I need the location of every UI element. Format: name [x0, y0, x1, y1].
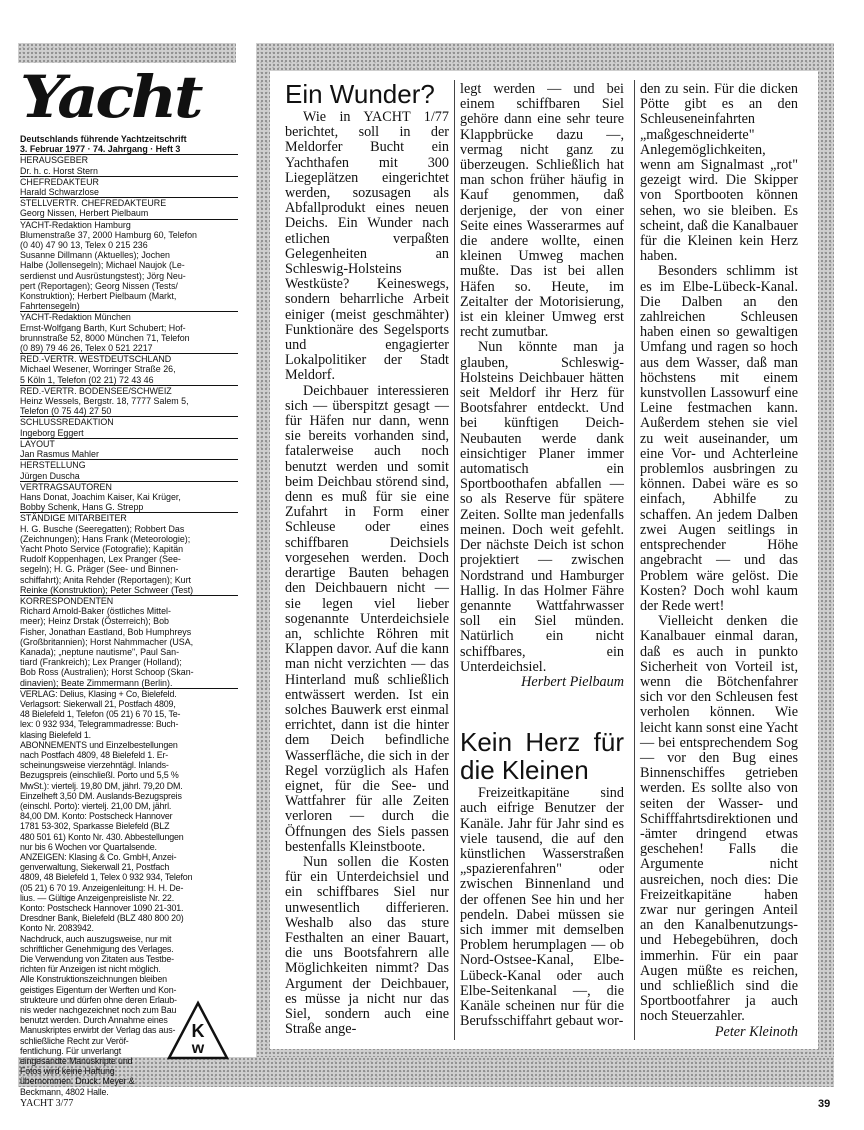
column-rule [454, 80, 455, 1040]
publisher-line: Alle Konstruktionszeichnungen bleiben [20, 974, 167, 985]
publisher-line: 48 Bielefeld 1, Telefon (05 21) 6 70 15, Te- [20, 709, 181, 720]
publisher-line: Fotos wird keine Haftung [20, 1066, 115, 1077]
section-text: tiard (Frankreich); Lex Pranger (Holland); [20, 657, 182, 668]
section-text: Ernst-Wolfgang Barth, Kurt Schubert; Hof- [20, 322, 186, 333]
publisher-line: Beckmann, 4802 Halle. [20, 1086, 109, 1097]
section-text: Hans Donat, Joachim Kaiser, Kai Krüger, [20, 491, 181, 502]
publisher-line: schriftlicher Genehmigung des Verlages. [20, 943, 174, 954]
section-text: serdienst und Ausrüstungstest); Jörg Neu- [20, 270, 186, 281]
publisher-line: scheinungsweise vierzehntägl. Inlands- [20, 760, 169, 771]
section-text: (0 40) 47 90 13, Telex 0 215 236 [20, 240, 148, 251]
paragraph: Nun könnte man ja glauben, Schleswig-Holsteins Deichbauer hätten seit Meldorf ihr Herz für Bootsfahrer entdeckt. Und bei künftigen Deich-Neubauten werde dank einsichtiger Planer immer automatisch ein Sportboothafen abfallen — so als Reserve für spätere Zeiten. Sollte man jedenfalls meinen. Doch weit gefehlt. Der nächste Deich ist schon projektiert — zwischen Nordstrand und Hamburger Hallig. In das Holmer Fähre genannte Wattfahrwasser soll ein Siel münden. Natürlich ein nicht schiffbares, ein Unterdeichsiel. [460, 339, 624, 675]
section-text: Michael Wesener, Worringer Straße 26, [20, 364, 176, 375]
imprint-section [20, 512, 238, 595]
publisher-line: VERLAG: Delius, Klasing + Co, Bielefeld. [20, 688, 177, 699]
article-2-title: Kein Herz für die Kleinen [460, 727, 624, 786]
imprint-section [20, 481, 238, 513]
imprint [20, 134, 238, 1097]
masthead-tagline: Deutschlands führende Yachtzeitschrift [20, 134, 187, 144]
article-1-title: Ein Wunder? [285, 79, 435, 109]
publisher-line: richten für Anzeigen ist nicht möglich. [20, 964, 161, 975]
section-text: Kanada); „neptune nautisme", Paul San- [20, 646, 180, 657]
section-text: (Großbritannien); Horst Nahmmacher (USA, [20, 636, 194, 647]
publisher-line: schließliche Recht zur Veröf- [20, 1035, 129, 1046]
publisher-line: strukteure und dürfen ohne deren Erlaub- [20, 994, 177, 1005]
section-text: Harald Schwarzlose [20, 187, 99, 198]
paragraph: den zu sein. Für die dicken Pötte gibt es an den Schleuseneinfahrten „maßgeschneiderte" Anlegemöglichkeiten, wenn am Signalmast „rot" gezeigt wird. Die Skipper von Sportbooten können sehen, wo sie bleiben. Es scheint, daß die Kanalbauer für die Kleinen kein Herz haben. [640, 81, 798, 265]
publisher-line: benutzt werden. Durch Annahme eines [20, 1015, 168, 1026]
imprint-section [20, 353, 238, 385]
section-text: H. G. Busche (Seeregatten); Robbert Das [20, 523, 185, 534]
section-text: dinavien); Beate Zimmermann (Berlin). [20, 677, 173, 688]
masthead-pattern-strip [18, 43, 236, 63]
section-label: RED.-VERTR. BODENSEE/SCHWEIZ [20, 385, 172, 396]
imprint-section [20, 311, 238, 353]
section-text: segeln); H. G. Präger (See- und Binnen- [20, 564, 179, 575]
publisher-line: (einschl. Porto): viertelj. 21,00 DM, jährl. [20, 801, 172, 811]
publisher-triangle-logo [166, 1000, 230, 1064]
paragraph: Vielleicht denken die Kanalbauer einmal daran, daß es auch in punkto Sicherheit von Vorteil ist, wenn die Bötchenfahrer sich vor den Schleusen fest verholen können. Wie leicht kann sonst eine Yacht — bei entsprechendem Sog — vor den Bug eines Binnenschiffes getrieben werden. Es sollte also von seiten der Wasser- und Schifffahrtsdirektionen und -ämter dringend etwas geschehen! Falls die Argumente nicht ausreichen, noch dies: Die Freizeitkapitäne haben zwar nur geringen Anteil an den Kanalbenutzungs- und Hebegebühren, doch immerhin. Für ein paar Augen müßte es reichen, und schließlich sind die Sportbootfahrer ja auch noch Steuerzahler. [640, 613, 799, 1025]
section-text: Bob Ross (Australien); Horst Schoop (Skan- [20, 667, 194, 678]
section-text: Dr. h. c. Horst Stern [20, 165, 98, 176]
publisher-line: übernommen. Druck: Meyer & [20, 1076, 135, 1087]
section-text: schiffahrt); Anita Rehder (Reportagen); Kurt [20, 574, 192, 585]
section-text: Bobby Schenk, Hans G. Strepp [20, 502, 144, 513]
section-text: Richard Arnold-Baker (östliches Mittel- [20, 606, 171, 617]
publisher-line: geistiges Eigentum der Werften und Kon- [20, 984, 177, 995]
publisher-line: 1781 53-302, Sparkasse Bielefeld (BLZ [20, 821, 170, 832]
section-label: VERTRAGSAUTOREN [20, 481, 112, 492]
publisher-line: ANZEIGEN: Klasing & Co. GmbH, Anzei- [20, 852, 177, 863]
publisher-line: Konto Nr. 2083942. [20, 923, 94, 934]
imprint-section [20, 459, 238, 480]
section-text: Reinke (Konstruktion); Peter Schweer (Test) [20, 584, 194, 595]
section-text: Konstruktion); Herbert Pielbaum (Markt, [20, 291, 177, 302]
section-text: Telefon (0 75 44) 27 50 [20, 406, 112, 417]
section-text: (0 89) 79 46 26, Telex 0 521 2217 [20, 343, 153, 354]
imprint-section [20, 438, 238, 459]
article-1-column-1 [285, 80, 449, 1037]
imprint-section [20, 197, 238, 218]
publisher-line: Verlagsort: Siekerwall 21, Postfach 4809, [20, 698, 176, 709]
section-label: STÄNDIGE MITARBEITER [20, 513, 127, 524]
paragraph: Deichbauer interessieren sich — überspitzt gesagt — für Häfen nur dann, wenn sie bereits vorhanden sind, fatalerweise auch noch benutzt werden und somit beim Deichbau störend sind, denn es muß für sie eine Zufahrt in Form einer Schleuse oder eines schiffbaren Deichsiels vorgesehen werden. Doch derartige Bauten behagen den Deichbauern nicht — sie legen viel lieber sogenannte Unterdeichsiele an, schlichte Röhren mit Klappen davor. Auf die kann man nicht verzichten — das Hinterland muß schließlich entwässert werden. Ist ein solches Bauwerk erst einmal errichtet, dann ist die hinter dem Deich befindliche Wasserfläche, die sich in der Regel vorzüglich als Hafen eignet, für die See- und Wattfahrer für alle Zeiten verloren — durch die Öffnungen des Siels passen bestenfalls Kleinstboote. [285, 382, 449, 855]
publisher-line: (05 21) 6 70 19. Anzeigenleitung: H. H. De- [20, 882, 184, 893]
section-text: Jan Rasmus Mahler [20, 449, 99, 460]
paragraph: Wie in YACHT 1/77 berichtet, soll in der Meldorfer Bucht ein Yachthafen mit 300 Liegeplätzen eingerichtet werden, sozusagen als Abfallprodukt eines neuen Deichs. Ein Wunder nach etlichen verpaßten Gelegenheiten an Schleswig-Holsteins Westküste? Keineswegs, sondern beharrliche Arbeit einiger (meist geschmähter) Funktionäre des Segelsports und engagierter Lokalpolitiker der Stadt Meldorf. [285, 109, 449, 384]
publisher-line: 480 501 61) Konto Nr. 430. Abbestellungen [20, 831, 184, 842]
section-text: Halbe (Jollensegeln); Michael Naujok (Le- [20, 260, 185, 271]
publisher-line: 4809, 48 Bielefeld 1, Telex 0 932 934, Telefon [20, 872, 193, 883]
publisher-line: fentlichung. Für unverlangt [20, 1045, 122, 1056]
section-text: meer); Heinz Drstak (Österreich); Bob [20, 616, 169, 627]
section-text: Fahrtensegeln) [20, 301, 80, 312]
section-label: CHEFREDAKTEUR [20, 176, 99, 187]
imprint-section [20, 219, 238, 312]
publisher-line: eingesandte Manuskripte und [20, 1056, 133, 1067]
publisher-line: ABONNEMENTS und Einzelbestellungen [20, 739, 178, 750]
section-label: YACHT-Redaktion Hamburg [20, 219, 131, 230]
section-text: (Zeichnungen); Hans Frank (Meteorologie); [20, 533, 191, 544]
publisher-line: Einzelheft 3,50 DM. Auslands-Bezugspreis [20, 790, 182, 801]
paragraph: Nun sollen die Kosten für ein Unterdeichsiel und ein schiffbares Siel nur unwesentlich differieren. Weshalb also das sture Festhalten an einer Bauart, die uns Bootsfahrern alle Möglichkeiten nimmt? Das Argument der Deichbauer, es müsse ja nicht nur das Siel, sondern auch eine Straße ange- [285, 853, 449, 1038]
section-label: RED.-VERTR. WESTDEUTSCHLAND [20, 354, 172, 365]
section-text: Yacht Photo Service (Fotografie); Kapitän [20, 543, 184, 554]
imprint-section [20, 176, 238, 197]
section-label: HERSTELLUNG [20, 460, 86, 471]
svg-text:w: w [191, 1040, 205, 1057]
svg-text:K: K [191, 1021, 205, 1041]
section-label: YACHT-Redaktion München [20, 312, 131, 323]
article-column-2 [460, 82, 624, 1029]
publisher-line: MwSt.): viertelj. 19,80 DM, jährl. 79,20 DM. [20, 780, 183, 791]
imprint-section [20, 385, 238, 417]
section-text: Heinz Wessels, Bergstr. 18, 7777 Salem 5, [20, 396, 189, 407]
article-1-author: Herbert Pielbaum [521, 673, 624, 690]
section-text: Blumenstraße 37, 2000 Hamburg 60, Telefon [20, 229, 197, 240]
publisher-line: lius. — Gültige Anzeigenpreisliste Nr. 22. [20, 892, 175, 903]
publisher-line: Nachdruck, auch auszugsweise, nur mit [20, 933, 172, 944]
publisher-line: Konto: Postscheck Hannover 1090 21-301. [20, 903, 184, 914]
section-label: STELLVERTR. CHEFREDAKTEURE [20, 198, 167, 209]
issue-line: 3. Februar 1977 · 74. Jahrgang · Heft 3 [20, 144, 181, 155]
paragraph: Besonders schlimm ist es im Elbe-Lübeck-Kanal. Die Dalben an den zahlreichen Schleusen haben einen so gewaltigen Umfang und ragen so hoch aus dem Wasser, daß man höchstens mit einem kunstvollen Lassowurf eine Leine festmachen kann. Außerdem stehen sie viel zu weit auseinander, um eine Vor- und Achterleine problemlos ausbringen zu können. Dabei wäre es so einfach, Abhilfe zu schaffen. An jedem Dalben zwei Augen seitlings in entsprechender Höhe angebracht — und das Problem wäre gelöst. Die Kosten? Doch wohl kaum der Rede wert! [640, 263, 798, 614]
publisher-line: Manuskriptes erwirbt der Verlag das aus- [20, 1025, 176, 1036]
publisher-line: Die Verwendung von Zitaten aus Testbe- [20, 954, 174, 965]
publisher-line: nur bis 6 Wochen vor Quartalsende. [20, 841, 157, 852]
publisher-line: lex: 0 932 934, Telegrammadresse: Buch- [20, 719, 179, 730]
section-text: Rudolf Koppenhagen, Lex Pranger (See- [20, 554, 181, 565]
imprint-section [20, 416, 238, 437]
publisher-line: Bezugspreis (einschließl. Porto und 5,5 % [20, 770, 179, 781]
section-label: HERAUSGEBER [20, 155, 89, 166]
section-text: pert (Reportagen); Georg Nissen (Tests/ [20, 280, 178, 291]
publisher-line: klasing Bielefeld 1. [20, 729, 92, 740]
page-number: 39 [818, 1098, 831, 1110]
section-label: SCHLUSSREDAKTION [20, 417, 114, 428]
folio-issue: YACHT 3/77 [20, 1098, 74, 1109]
publisher-line: nis weder nachgezeichnet noch zum Bau [20, 1005, 177, 1016]
section-label: KORRESPONDENTEN [20, 595, 114, 606]
section-text: Georg Nissen, Herbert Pielbaum [20, 208, 149, 219]
section-text: brunnstraße 52, 8000 München 71, Telefon [20, 332, 190, 343]
publisher-line: nach Postfach 4809, 48 Bielefeld 1. Er- [20, 749, 169, 760]
section-text: Susanne Dillmann (Aktuelles); Jochen [20, 250, 170, 261]
column-rule [634, 80, 635, 1040]
paragraph: legt werden — und bei einem schiffbaren Siel gehöre dann eine sehr teure Klappbrücke dazu —, vermag nicht ganz zu überzeugen. Schließlich hat man schon früher häufig in Kauf genommen, daß derjenige, der von einer Seite eines Wasserarmes auf die andere wollte, einen kleinen Umweg machen mußte. Das ist bei allen Häfen so. Heute, im Zeitalter der Motorisierung, ist ein kleiner Umweg erst recht zumutbar. [460, 81, 624, 341]
yacht-logo: Yacht [20, 63, 201, 131]
section-text: Fisher, Jonathan Eastland, Bob Humphreys [20, 626, 192, 637]
section-text: Jürgen Duscha [20, 470, 80, 481]
imprint-section [20, 154, 238, 175]
section-text: Ingeborg Eggert [20, 427, 84, 438]
publisher-line: 84,00 DM. Konto: Postscheck Hannover [20, 811, 173, 822]
publisher-line: genverwaltung, Siekerwall 21, Postfach [20, 862, 170, 873]
section-label: LAYOUT [20, 438, 55, 449]
imprint-section [20, 595, 238, 688]
article-2-author: Peter Kleinoth [714, 1023, 798, 1040]
publisher-line: Dresdner Bank, Bielefeld (BLZ 480 800 20) [20, 913, 184, 924]
paragraph: Freizeitkapitäne sind auch eifrige Benutzer der Kanäle. Jahr für Jahr sind es viele tausend, die auf den künstlichen Wasserstraßen „spazierenfahren" oder zwischen Binnenland und der offenen See hin und her pendeln. Dabei müssen sie sich immer mit demselben Problem herumplagen — ob Nord-Ostsee-Kanal, Elbe-Lübeck-Kanal oder auch Elbe-Seitenkanal —, die Kanäle scheinen nur für die Berufsschiffahrt gebaut wor- [460, 785, 624, 1030]
section-text: 5 Köln 1, Telefon (02 21) 72 43 46 [20, 374, 154, 385]
article-2-column-3 [640, 82, 798, 1040]
